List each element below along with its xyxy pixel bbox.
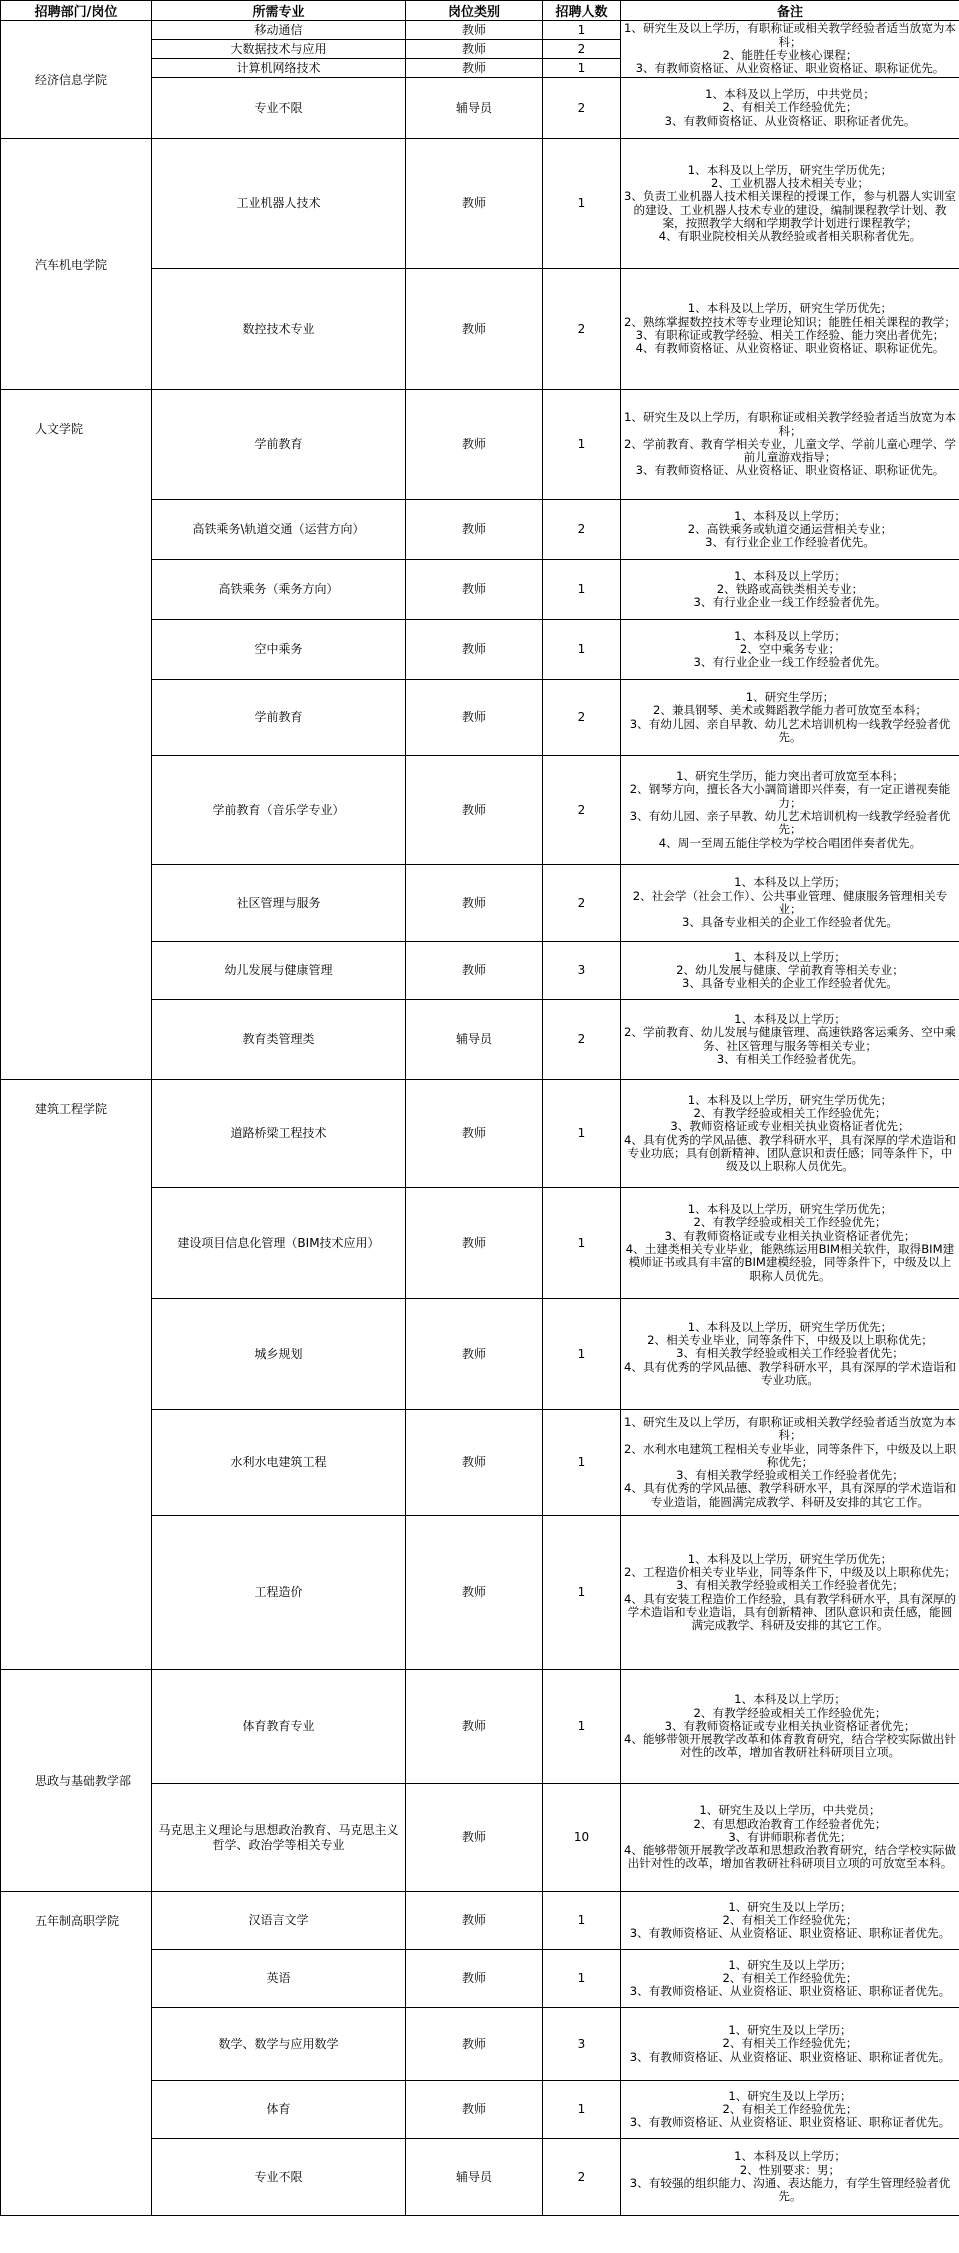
category-cell: 教师	[406, 942, 543, 1000]
dept-cell: 建筑工程学院	[1, 1080, 152, 1670]
major-cell: 数控技术专业	[152, 269, 406, 390]
note-line: 1、研究生及以上学历；	[728, 1899, 852, 1914]
major-cell: 社区管理与服务	[152, 865, 406, 942]
note-cell	[621, 2139, 959, 2216]
note-line: 2、学前教育、教育学相关专业，儿童文学、学前儿童心理学、学前儿童游戏指导；	[623, 436, 956, 465]
note-line: 3、有行业企业一线工作经验者优先。	[693, 655, 887, 670]
category-cell: 教师	[406, 1410, 543, 1516]
table-row	[1, 139, 959, 269]
count-cell: 2	[543, 269, 621, 390]
count-cell: 1	[543, 1892, 621, 1950]
category-cell: 教师	[406, 865, 543, 942]
major-cell: 学前教育	[152, 390, 406, 500]
note-line: 3、有讲师职称者优先；	[728, 1829, 852, 1844]
table-row	[1, 1892, 959, 1950]
table-row	[1, 1670, 959, 1784]
note-line: 1、本科及以上学历；	[734, 1692, 846, 1707]
major-cell: 空中乘务	[152, 620, 406, 680]
note-cell	[621, 1950, 959, 2008]
category-cell: 教师	[406, 1080, 543, 1188]
category-cell: 教师	[406, 2008, 543, 2081]
count-cell: 1	[543, 390, 621, 500]
major-cell: 计算机网络技术	[152, 59, 406, 78]
major-cell: 学前教育（音乐学专业）	[152, 756, 406, 865]
major-cell: 英语	[152, 1950, 406, 2008]
note-line: 3、有教师资格证、从业资格证、职业资格证、职称证者优先。	[629, 1926, 951, 1941]
category-cell: 教师	[406, 40, 543, 59]
category-cell: 辅导员	[406, 1000, 543, 1080]
note-line: 1、本科及以上学历，研究生学历优先；	[687, 1202, 893, 1217]
note-cell	[621, 2081, 959, 2139]
count-cell: 1	[543, 1516, 621, 1670]
note-line: 2、能胜任专业核心课程；	[722, 48, 858, 62]
note-line: 4、土建类相关专业毕业，能熟练运用BIM相关软件，取得BIM建模师证书或具有丰富的BIM建模经验，同等条件下，中级及以上职称人员优先。	[625, 1242, 955, 1283]
note-cell	[621, 1516, 959, 1670]
note-line: 2、铁路或高铁类相关专业；	[716, 581, 864, 596]
note-line: 4、具有优秀的学风品德、教学科研水平，具有深厚的学术造诣和专业功底；具有创新精神、团队意识和责任感；同等条件下，中级及以上职称人员优先。	[623, 1132, 956, 1174]
table-row	[1, 390, 959, 500]
note-cell	[621, 620, 959, 680]
note-line: 3、有较强的组织能力、沟通、表达能力，有学生管理经验者优先。	[629, 2176, 951, 2204]
note-line: 1、本科及以上学历，研究生学历优先；	[687, 1551, 893, 1566]
category-cell: 辅导员	[406, 78, 543, 139]
note-line: 2、幼儿发展与健康、学前教育等相关专业；	[676, 962, 904, 977]
category-cell: 教师	[406, 1892, 543, 1950]
count-cell: 1	[543, 1080, 621, 1188]
major-cell: 学前教育	[152, 680, 406, 756]
major-cell: 水利水电建筑工程	[152, 1410, 406, 1516]
note-line: 2、工程造价相关专业毕业，同等条件下，中级及以上职称优先；	[623, 1564, 956, 1579]
major-cell: 体育	[152, 2081, 406, 2139]
note-line: 1、本科及以上学历；	[734, 2149, 846, 2164]
note-line: 1、本科及以上学历，研究生学历优先；	[687, 162, 893, 177]
note-line: 1、本科及以上学历；	[734, 568, 846, 583]
note-line: 3、有教师资格证、从业资格证、职称证者优先。	[664, 113, 916, 128]
count-cell: 1	[543, 1188, 621, 1299]
category-cell: 教师	[406, 756, 543, 865]
category-cell: 教师	[406, 1299, 543, 1410]
note-line: 1、本科及以上学历；	[734, 508, 846, 523]
note-line: 4、能够带领开展教学改革和思想政治教育研究，结合学校实际做出针对性的改革，增加省教研社科研项目立项的可放宽至本科。	[623, 1843, 956, 1871]
count-cell: 1	[543, 139, 621, 269]
major-cell: 移动通信	[152, 21, 406, 40]
note-line: 4、具有优秀的学风品德、教学科研水平，具有深厚的学术造诣和专业造诣，能圆满完成教学、科研及安排的其它工作。	[623, 1481, 956, 1509]
note-line: 2、兼具钢琴、美术或舞蹈教学能力者可放宽至本科；	[652, 703, 928, 718]
note-line: 2、有相关工作经验优先；	[722, 2101, 858, 2116]
note-line: 3、教师资格证或专业相关执业资格证者优先；	[670, 1119, 910, 1134]
count-cell: 1	[543, 1670, 621, 1784]
note-line: 1、研究生及以上学历；	[728, 1957, 852, 1972]
note-cell	[621, 21, 959, 78]
note-line: 2、钢琴方向，擅长各大小調简谱即兴伴奏，有一定正谱视奏能力；	[629, 782, 951, 810]
note-cell	[621, 269, 959, 390]
count-cell: 2	[543, 680, 621, 756]
note-cell	[621, 865, 959, 942]
note-line: 2、学前教育、幼儿发展与健康管理、高速铁路客运乘务、空中乘务、社区管理与服务等相关专业；	[623, 1025, 956, 1053]
note-line: 1、研究生及以上学历，有职称证或相关教学经验者适当放宽为本科；	[623, 21, 956, 49]
count-cell: 1	[543, 620, 621, 680]
category-cell: 教师	[406, 620, 543, 680]
count-cell: 2	[543, 756, 621, 865]
note-line: 1、本科及以上学历，研究生学历优先；	[687, 301, 893, 316]
note-cell	[621, 1080, 959, 1188]
count-cell: 2	[543, 865, 621, 942]
note-line: 4、有教师资格证、从业资格证、职业资格证、职称证优先。	[635, 341, 945, 356]
note-line: 1、本科及以上学历；	[734, 1011, 846, 1026]
note-line: 2、工业机器人技术相关专业；	[710, 175, 870, 190]
note-line: 2、社会学（社会工作）、公共事业管理、健康服务管理相关专业；	[632, 888, 948, 916]
note-line: 2、有教学经验或相关工作经验优先；	[693, 1705, 887, 1720]
note-line: 3、有教师资格证、从业资格证、职业资格证、职称证者优先。	[629, 2115, 951, 2130]
note-cell	[621, 1670, 959, 1784]
category-cell: 教师	[406, 2081, 543, 2139]
count-cell: 3	[543, 2008, 621, 2081]
note-line: 3、有教师资格证、从业资格证、职业资格证、职称证者优先。	[629, 1984, 951, 1999]
note-line: 3、有教师资格证、从业资格证、职业资格证、职称证优先。	[635, 61, 945, 76]
category-cell: 教师	[406, 269, 543, 390]
note-line: 3、有教师资格证或专业相关执业资格证者优先；	[664, 1718, 916, 1733]
note-line: 4、能够带领开展教学改革和体育教育研究，结合学校实际做出针对性的改革，增加省教研社科研项目立项。	[623, 1732, 956, 1760]
major-cell: 高铁乘务（乘务方向）	[152, 560, 406, 620]
note-cell	[621, 680, 959, 756]
dept-cell: 五年制高职学院	[1, 1892, 152, 2216]
note-line: 2、性别要求：男；	[739, 2162, 841, 2177]
note-cell	[621, 1188, 959, 1299]
note-line: 1、研究生及以上学历，有职称证或相关教学经验者适当放宽为本科；	[623, 410, 956, 438]
category-cell: 教师	[406, 1950, 543, 2008]
table-row	[1, 1080, 959, 1188]
count-cell: 10	[543, 1784, 621, 1892]
note-line: 2、有相关工作经验优先；	[722, 1970, 858, 1985]
note-line: 4、周一至周五能住学校为学校合唱团伴奏者优先。	[658, 835, 922, 850]
note-line: 3、负责工业机器人技术相关课程的授课工作，参与机器人实训室的建设、工业机器人技术专业的建设，编制课程教学计划、教案，按照教学大纲和学期教学计划进行课程教学；	[623, 189, 956, 230]
major-cell: 建设项目信息化管理（BIM技术应用）	[152, 1188, 406, 1299]
note-cell	[621, 942, 959, 1000]
major-cell: 道路桥梁工程技术	[152, 1080, 406, 1188]
category-cell: 教师	[406, 59, 543, 78]
note-line: 4、具有安装工程造价工作经验，具有教学科研水平，具有深厚的学术造诣和专业造诣，具有创新精神、团队意识和责任感，能圆满完成教学、科研及安排的其它工作。	[623, 1591, 956, 1633]
note-cell	[621, 139, 959, 269]
note-cell	[621, 1784, 959, 1892]
major-cell: 体育教育专业	[152, 1670, 406, 1784]
count-cell: 1	[543, 560, 621, 620]
note-line: 1、本科及以上学历，中共党员；	[705, 87, 875, 102]
count-cell: 2	[543, 1000, 621, 1080]
header-dept: 招聘部门/岗位	[1, 1, 152, 21]
note-line: 3、有相关工作经验者优先。	[716, 1051, 864, 1066]
category-cell: 教师	[406, 21, 543, 40]
count-cell: 2	[543, 500, 621, 560]
header-category: 岗位类别	[406, 1, 543, 21]
header-row	[1, 1, 959, 21]
note-line: 4、具有优秀的学风品德、教学科研水平，具有深厚的学术造诣和专业功底。	[623, 1359, 956, 1387]
note-line: 2、高铁乘务或轨道交通运营相关专业；	[687, 521, 893, 536]
note-line: 3、有教师资格证、从业资格证、职业资格证、职称证者优先。	[629, 2049, 951, 2064]
note-line: 3、有幼儿园、亲自早教、幼儿艺术培训机构一线教学经验者优先。	[629, 716, 951, 744]
category-cell: 教师	[406, 1516, 543, 1670]
note-cell	[621, 756, 959, 865]
note-line: 1、本科及以上学历；	[734, 949, 846, 964]
note-cell	[621, 1410, 959, 1516]
note-line: 3、有相关教学经验或相关工作经验者优先；	[676, 1468, 904, 1483]
note-line: 4、有职业院校相关从教经验或者相关职称者优先。	[658, 229, 922, 244]
note-line: 3、有行业企业工作经验者优先。	[705, 535, 875, 550]
note-line: 2、熟练掌握数控技术等专业理论知识；能胜任相关课程的教学；	[623, 314, 956, 329]
note-cell	[621, 560, 959, 620]
note-line: 3、有幼儿园、亲子早教、幼儿艺术培训机构一线教学经验者优先；	[629, 809, 951, 837]
dept-cell: 思政与基础教学部	[1, 1670, 152, 1892]
note-line: 1、本科及以上学历，研究生学历优先；	[687, 1319, 893, 1334]
note-cell	[621, 78, 959, 139]
note-line: 3、有教师资格证或专业相关执业资格证者优先；	[664, 1228, 916, 1243]
category-cell: 教师	[406, 1784, 543, 1892]
header-count: 招聘人数	[543, 1, 621, 21]
major-cell: 高铁乘务\轨道交通（运营方向）	[152, 500, 406, 560]
note-cell	[621, 1000, 959, 1080]
note-line: 3、有职称证或教学经验、相关工作经验、能力突出者优先；	[635, 328, 945, 342]
note-line: 1、研究生及以上学历，中共党员；	[699, 1803, 881, 1818]
major-cell: 汉语言文学	[152, 1892, 406, 1950]
category-cell: 教师	[406, 680, 543, 756]
count-cell: 1	[543, 1410, 621, 1516]
note-line: 2、相关专业毕业，同等条件下，中级及以上职称优先；	[647, 1333, 933, 1348]
header-major: 所需专业	[152, 1, 406, 21]
major-cell: 工业机器人技术	[152, 139, 406, 269]
category-cell: 教师	[406, 500, 543, 560]
note-line: 2、有相关工作经验优先；	[722, 2036, 858, 2051]
header-note: 备注	[621, 1, 959, 21]
dept-cell: 人文学院	[1, 390, 152, 1080]
table-body	[1, 21, 959, 2216]
category-cell: 教师	[406, 1188, 543, 1299]
major-cell: 专业不限	[152, 2139, 406, 2216]
note-line: 1、本科及以上学历；	[734, 628, 846, 643]
count-cell: 2	[543, 2139, 621, 2216]
note-line: 2、空中乘务专业；	[739, 641, 841, 656]
note-line: 2、水利水电建筑工程相关专业毕业，同等条件下，中级及以上职称优先；	[623, 1441, 956, 1469]
note-line: 2、有相关工作经验优先；	[722, 1912, 858, 1927]
dept-cell: 经济信息学院	[1, 21, 152, 139]
major-cell: 教育类管理类	[152, 1000, 406, 1080]
note-line: 1、本科及以上学历；	[734, 875, 846, 890]
category-cell: 教师	[406, 139, 543, 269]
note-line: 3、具备专业相关的企业工作经验者优先。	[681, 915, 899, 930]
major-cell: 幼儿发展与健康管理	[152, 942, 406, 1000]
category-cell: 辅导员	[406, 2139, 543, 2216]
table-row	[1, 21, 959, 40]
note-line: 1、研究生学历；	[745, 689, 835, 704]
major-cell: 大数据技术与应用	[152, 40, 406, 59]
major-cell: 工程造价	[152, 1516, 406, 1670]
count-cell: 1	[543, 59, 621, 78]
dept-cell: 汽车机电学院	[1, 139, 152, 390]
note-cell	[621, 390, 959, 500]
major-cell: 马克思主义理论与思想政治教育、马克思主义哲学、政治学等相关专业	[152, 1784, 406, 1892]
note-cell	[621, 2008, 959, 2081]
note-line: 1、研究生及以上学历；	[728, 2023, 852, 2038]
note-line: 1、研究生及以上学历，有职称证或相关教学经验者适当放宽为本科；	[623, 1414, 956, 1443]
note-cell	[621, 1299, 959, 1410]
category-cell: 教师	[406, 1670, 543, 1784]
note-line: 3、有教师资格证、从业资格证、职业资格证、职称证优先。	[635, 463, 945, 478]
note-line: 3、具备专业相关的企业工作经验者优先。	[681, 976, 899, 991]
count-cell: 1	[543, 1299, 621, 1410]
note-line: 3、有行业企业一线工作经验者优先。	[693, 595, 887, 610]
note-line: 2、有教学经验或相关工作经验优先；	[693, 1215, 887, 1230]
count-cell: 3	[543, 942, 621, 1000]
count-cell: 2	[543, 78, 621, 139]
major-cell: 数学、数学与应用数学	[152, 2008, 406, 2081]
note-cell	[621, 1892, 959, 1950]
note-line: 3、有相关教学经验或相关工作经验者优先；	[676, 1346, 904, 1361]
note-cell	[621, 500, 959, 560]
note-line: 1、研究生学历，能力突出者可放宽至本科；	[676, 769, 904, 784]
category-cell: 教师	[406, 560, 543, 620]
note-line: 1、研究生及以上学历；	[728, 2088, 852, 2103]
note-line: 1、本科及以上学历，研究生学历优先；	[687, 1092, 893, 1107]
note-line: 2、有教学经验或相关工作经验优先；	[693, 1105, 887, 1120]
major-cell: 城乡规划	[152, 1299, 406, 1410]
count-cell: 2	[543, 40, 621, 59]
note-line: 2、有思想政治教育工作经验者优先；	[693, 1816, 887, 1831]
category-cell: 教师	[406, 390, 543, 500]
major-cell: 专业不限	[152, 78, 406, 139]
count-cell: 1	[543, 1950, 621, 2008]
count-cell: 1	[543, 2081, 621, 2139]
count-cell: 1	[543, 21, 621, 40]
note-line: 2、有相关工作经验优先；	[722, 100, 858, 115]
note-line: 3、有相关教学经验或相关工作经验者优先；	[676, 1578, 904, 1593]
